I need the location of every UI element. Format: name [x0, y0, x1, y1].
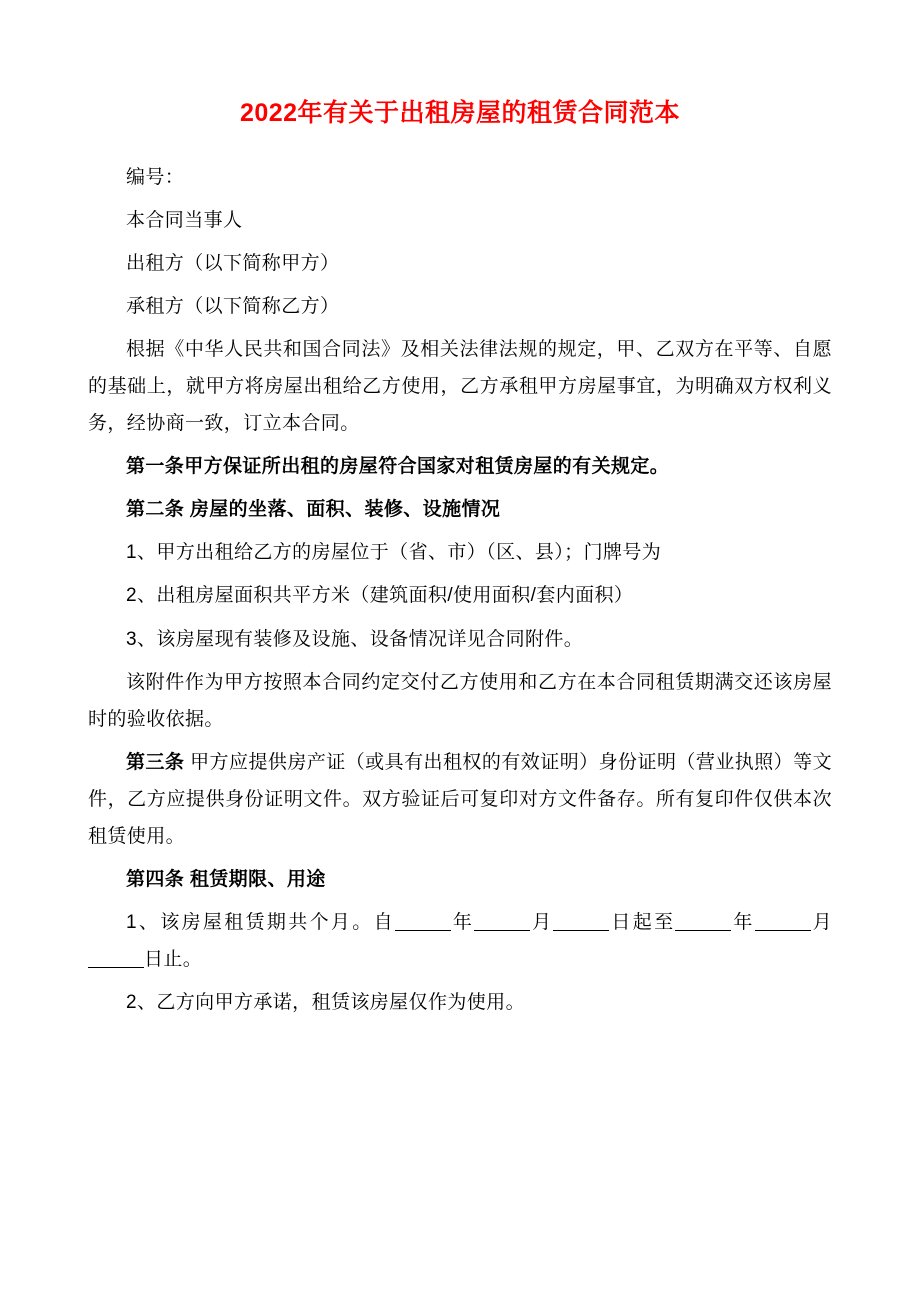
paragraph-number: 编号：	[126, 167, 185, 188]
paragraph-article-3	[88, 744, 832, 855]
paragraph-article-1: 第一条甲方保证所出租的房屋符合国家对租赁房屋的有关规定。	[126, 456, 670, 478]
paragraph-article-4-item-1	[88, 904, 832, 978]
paragraph-parties: 本合同当事人	[126, 210, 243, 232]
article-4-year-1: 年	[450, 911, 475, 933]
blank-day-2	[88, 967, 144, 968]
paragraph-article-2-note: 该附件作为甲方按照本合同约定交付乙方使用和乙方在本合同租赁期满交还该房屋时的验收依据。	[88, 671, 832, 730]
article-4-day-2: 日	[144, 948, 164, 970]
paragraph-preamble: 根据《中华人民共和国合同法》及相关法律法规的规定，甲、乙双方在平等、自愿的基础上，就甲方将房屋出租给乙方使用，乙方承租甲方房屋事宜，为明确双方权利义务，经协商一致，订立本合同。	[88, 339, 832, 435]
article-4-month-1: 月	[530, 911, 554, 933]
paragraph-article-2: 第二条 房屋的坐落、面积、装修、设施情况	[126, 499, 501, 521]
blank-day-1	[553, 930, 609, 931]
page-title: 2022年有关于出租房屋的租赁合同范本	[239, 99, 681, 127]
article-4-item-1-prefix: 1、该房屋租赁期共个月。自	[126, 911, 395, 933]
article-4-item-1-tail: 止。	[163, 948, 203, 970]
paragraph-article-2-item-3: 3、该房屋现有装修及设施、设备情况详见合同附件。	[126, 628, 584, 650]
blank-month-1	[474, 930, 530, 931]
paragraph-article-4: 第四条 租赁期限、用途	[126, 868, 326, 890]
blank-month-2	[755, 930, 811, 931]
article-3-body: 甲方应提供房产证（或具有出租权的有效证明）身份证明（营业执照）等文件，乙方应提供身份证明文件。双方验证后可复印对方文件备存。所有复印件仅供本次租赁使用。	[88, 751, 832, 847]
blank-year-1	[395, 930, 451, 931]
paragraph-article-2-item-2: 2、出租房屋面积共平方米（建筑面积/使用面积/套内面积）	[126, 585, 634, 607]
article-4-year-2: 年	[731, 911, 755, 933]
paragraph-lessee: 承租方（以下简称乙方）	[126, 296, 340, 318]
paragraph-article-4-item-2: 2、乙方向甲方承诺，租赁该房屋仅作为使用。	[126, 991, 525, 1013]
paragraph-article-2-item-1: 1、甲方出租给乙方的房屋位于（省、市）（区、县）；门牌号为	[126, 542, 662, 564]
paragraph-lessor: 出租方（以下简称甲方）	[126, 253, 340, 275]
article-3-label: 第三条	[126, 751, 185, 773]
blank-year-2	[675, 930, 731, 931]
article-4-month-2: 月	[810, 911, 833, 933]
article-4-day-1: 日起至	[609, 911, 676, 933]
